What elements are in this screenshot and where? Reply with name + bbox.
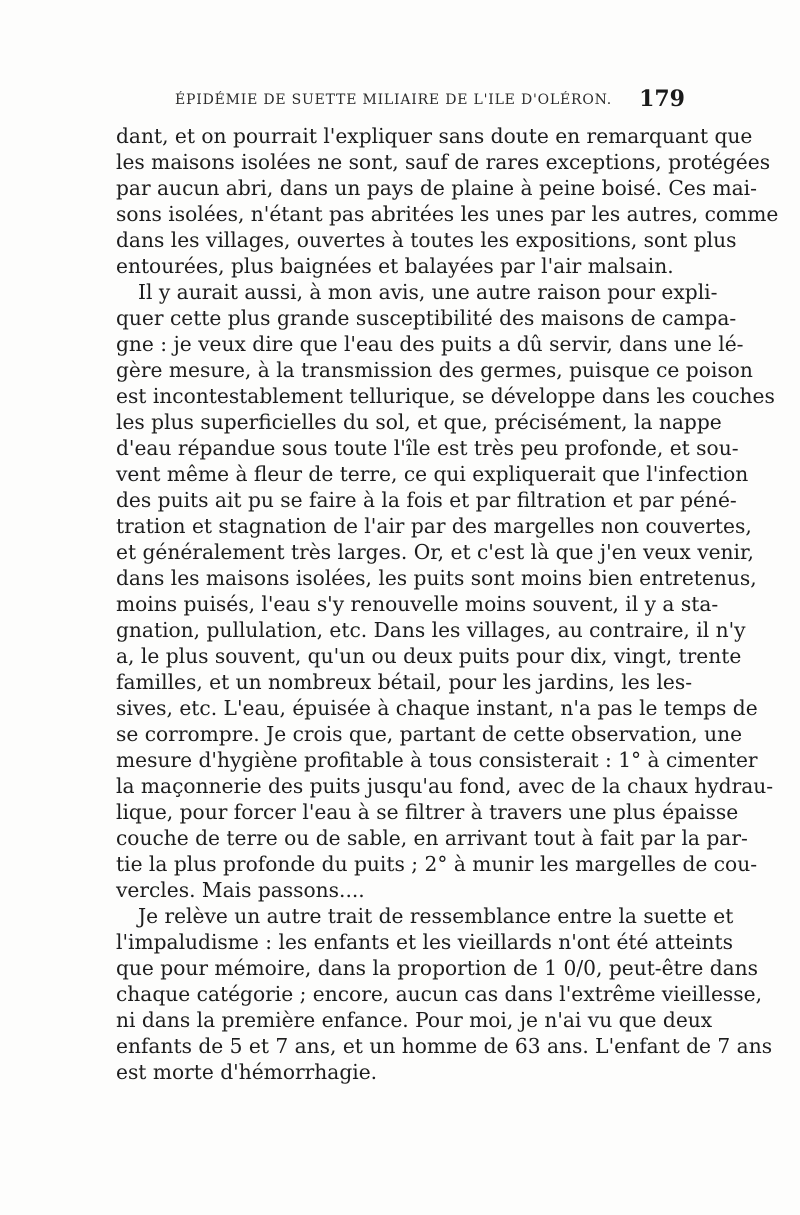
body-text bbox=[116, 123, 779, 1085]
text-line: gnation, pullulation, etc. Dans les villages, au contraire, il n'y bbox=[116, 618, 746, 642]
text-line: dans les maisons isolées, les puits sont moins bien entretenus, bbox=[116, 566, 757, 590]
text-line: tie la plus profonde du puits ; 2° à munir les margelles de cou- bbox=[116, 852, 758, 876]
text-line: des puits ait pu se faire à la fois et par filtration et par péné- bbox=[116, 488, 737, 512]
text-line: Je relève un autre trait de ressemblance entre la suette et bbox=[138, 904, 734, 928]
text-line: l'impaludisme : les enfants et les vieillards n'ont été atteints bbox=[116, 930, 734, 954]
text-line: la maçonnerie des puits jusqu'au fond, avec de la chaux hydrau- bbox=[116, 774, 774, 798]
running-title: ÉPIDÉMIE DE SUETTE MILIAIRE DE L'ILE D'OLÉRON. bbox=[175, 92, 613, 108]
text-line: vent même à fleur de terre, ce qui expliquerait que l'infection bbox=[116, 462, 749, 486]
text-line: les plus superficielles du sol, et que, précisément, la nappe bbox=[116, 410, 722, 434]
text-line: couche de terre ou de sable, en arrivant tout à fait par la par- bbox=[116, 826, 748, 850]
text-line: mesure d'hygiène profitable à tous consisterait : 1° à cimenter bbox=[116, 748, 758, 772]
text-line: gère mesure, à la transmission des germes, puisque ce poison bbox=[116, 358, 753, 382]
text-line: sons isolées, n'étant pas abritées les unes par les autres, comme bbox=[116, 202, 779, 226]
text-line: moins puisés, l'eau s'y renouvelle moins souvent, il y a sta- bbox=[116, 592, 719, 616]
page-number: 179 bbox=[639, 86, 685, 112]
text-line: familles, et un nombreux bétail, pour les jardins, les les- bbox=[116, 670, 693, 694]
text-line: dant, et on pourrait l'expliquer sans doute en remarquant que bbox=[116, 124, 753, 148]
text-line: que pour mémoire, dans la proportion de 1 0/0, peut-être dans bbox=[116, 956, 759, 980]
text-line: par aucun abri, dans un pays de plaine à peine boisé. Ces mai- bbox=[116, 176, 757, 200]
text-line: vercles. Mais passons.... bbox=[116, 878, 365, 902]
paragraph bbox=[116, 279, 775, 903]
text-line: a, le plus souvent, qu'un ou deux puits pour dix, vingt, trente bbox=[116, 644, 742, 668]
text-line: gne : je veux dire que l'eau des puits a dû servir, dans une lé- bbox=[116, 332, 744, 356]
text-line: quer cette plus grande susceptibilité des maisons de campa- bbox=[116, 306, 737, 330]
text-line: dans les villages, ouvertes à toutes les expositions, sont plus bbox=[116, 228, 737, 252]
text-line: Il y aurait aussi, à mon avis, une autre raison pour expli- bbox=[138, 280, 718, 304]
text-line: entourées, plus baignées et balayées par l'air malsain. bbox=[116, 254, 674, 278]
text-line: les maisons isolées ne sont, sauf de rares exceptions, protégées bbox=[116, 150, 771, 174]
running-head bbox=[115, 86, 685, 116]
paragraph bbox=[116, 903, 773, 1085]
text-line: d'eau répandue sous toute l'île est très peu profonde, et sou- bbox=[116, 436, 739, 460]
text-line: sives, etc. L'eau, épuisée à chaque instant, n'a pas le temps de bbox=[116, 696, 758, 720]
text-line: enfants de 5 et 7 ans, et un homme de 63 ans. L'enfant de 7 ans bbox=[116, 1034, 773, 1058]
text-line: est morte d'hémorrhagie. bbox=[116, 1060, 378, 1084]
text-line: se corrompre. Je crois que, partant de cette observation, une bbox=[116, 722, 743, 746]
text-line: lique, pour forcer l'eau à se filtrer à travers une plus épaisse bbox=[116, 800, 739, 824]
text-line: ni dans la première enfance. Pour moi, je n'ai vu que deux bbox=[116, 1008, 713, 1032]
text-line: est incontestablement tellurique, se développe dans les couches bbox=[116, 384, 775, 408]
paragraph bbox=[116, 123, 779, 279]
text-line: tration et stagnation de l'air par des margelles non couvertes, bbox=[116, 514, 752, 538]
text-line: chaque catégorie ; encore, aucun cas dans l'extrême vieillesse, bbox=[116, 982, 763, 1006]
text-line: et généralement très larges. Or, et c'est là que j'en veux venir, bbox=[116, 540, 754, 564]
